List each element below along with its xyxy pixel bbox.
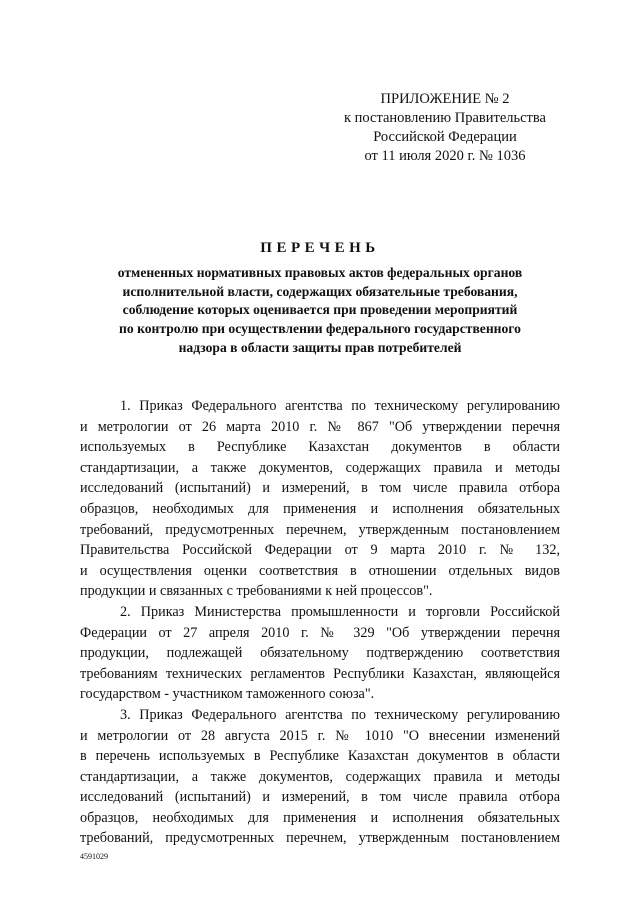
paragraph-line: требований, предусмотренных перечнем, утвержденным постановлением (80, 830, 560, 847)
appendix-block (330, 90, 560, 166)
paragraph-line: и метрологии от 26 марта 2010 г. № 867 "Об утверждении перечня (80, 418, 560, 435)
appendix-number: ПРИЛОЖЕНИЕ № 2 (380, 91, 510, 107)
paragraph-line: продукции, подлежащей обязательному подтверждению соответствия (80, 645, 560, 662)
paragraph-line: образцов, необходимых для применения и исполнения обязательных (80, 809, 560, 826)
paragraph-line: и осуществления оценки соответствия в отношении отдельных видов (80, 562, 560, 579)
paragraph-line: 2. Приказ Министерства промышленности и торговли Российской (120, 603, 560, 620)
paragraph-line: продукции и связанных с требованиями к ней процессов". (80, 583, 433, 600)
appendix-authority: Российской Федерации (373, 129, 517, 145)
paragraph-line: исследований (испытаний) и измерений, в том числе правила отбора (80, 789, 560, 806)
paragraph-line: используемых в Республике Казахстан документов в области (80, 439, 560, 456)
appendix-date: от 11 июля 2020 г. № 1036 (364, 148, 526, 164)
paragraph-line: 1. Приказ Федерального агентства по техническому регулированию (120, 398, 560, 414)
paragraph-line: требований, предусмотренных перечнем, утвержденным постановлением (80, 521, 560, 538)
subtitle-line: соблюдение которых оценивается при проведении мероприятий (122, 302, 518, 318)
paragraph-3 (80, 705, 560, 849)
paragraph-line: в перечень используемых в Республике Казахстан документов в области (80, 748, 560, 765)
paragraph-line: исследований (испытаний) и измерений, в том числе правила отбора (80, 480, 560, 497)
paragraph-1 (80, 396, 560, 602)
subtitle-line: надзора в области защиты прав потребителей (178, 339, 462, 355)
document-title: ПЕРЕЧЕНЬ (260, 240, 380, 256)
appendix-reference: к постановлению Правительства (344, 110, 546, 126)
paragraph-line: 3. Приказ Федерального агентства по техническому регулированию (120, 706, 560, 723)
paragraph-line: требованиям технических регламентов Республики Казахстан, являющейся (80, 665, 560, 682)
paragraph-line: образцов, необходимых для применения и исполнения обязательных (80, 500, 560, 517)
subtitle-line: исполнительной власти, содержащих обязательные требования, (122, 283, 518, 299)
paragraph-line: стандартизации, а также документов, содержащих правила и методы (80, 459, 560, 476)
paragraph-line: и метрологии от 28 августа 2015 г. № 1010 "О внесении изменений (80, 727, 560, 744)
paragraph-line: государством - участником таможенного союза". (80, 686, 375, 703)
document-subtitle (80, 264, 560, 358)
document-id: 4591029 (80, 852, 108, 861)
subtitle-line: по контролю при осуществлении федерального государственного (119, 321, 521, 337)
subtitle-line: отмененных нормативных правовых актов федеральных органов (117, 265, 523, 280)
paragraph-line: стандартизации, а также документов, содержащих правила и методы (80, 768, 560, 785)
paragraph-line: Правительства Российской Федерации от 9 марта 2010 г. № 132, (80, 542, 560, 559)
paragraph-2 (80, 602, 560, 705)
paragraph-line: Федерации от 27 апреля 2010 г. № 329 "Об утверждении перечня (80, 624, 560, 641)
document-body (80, 396, 560, 849)
